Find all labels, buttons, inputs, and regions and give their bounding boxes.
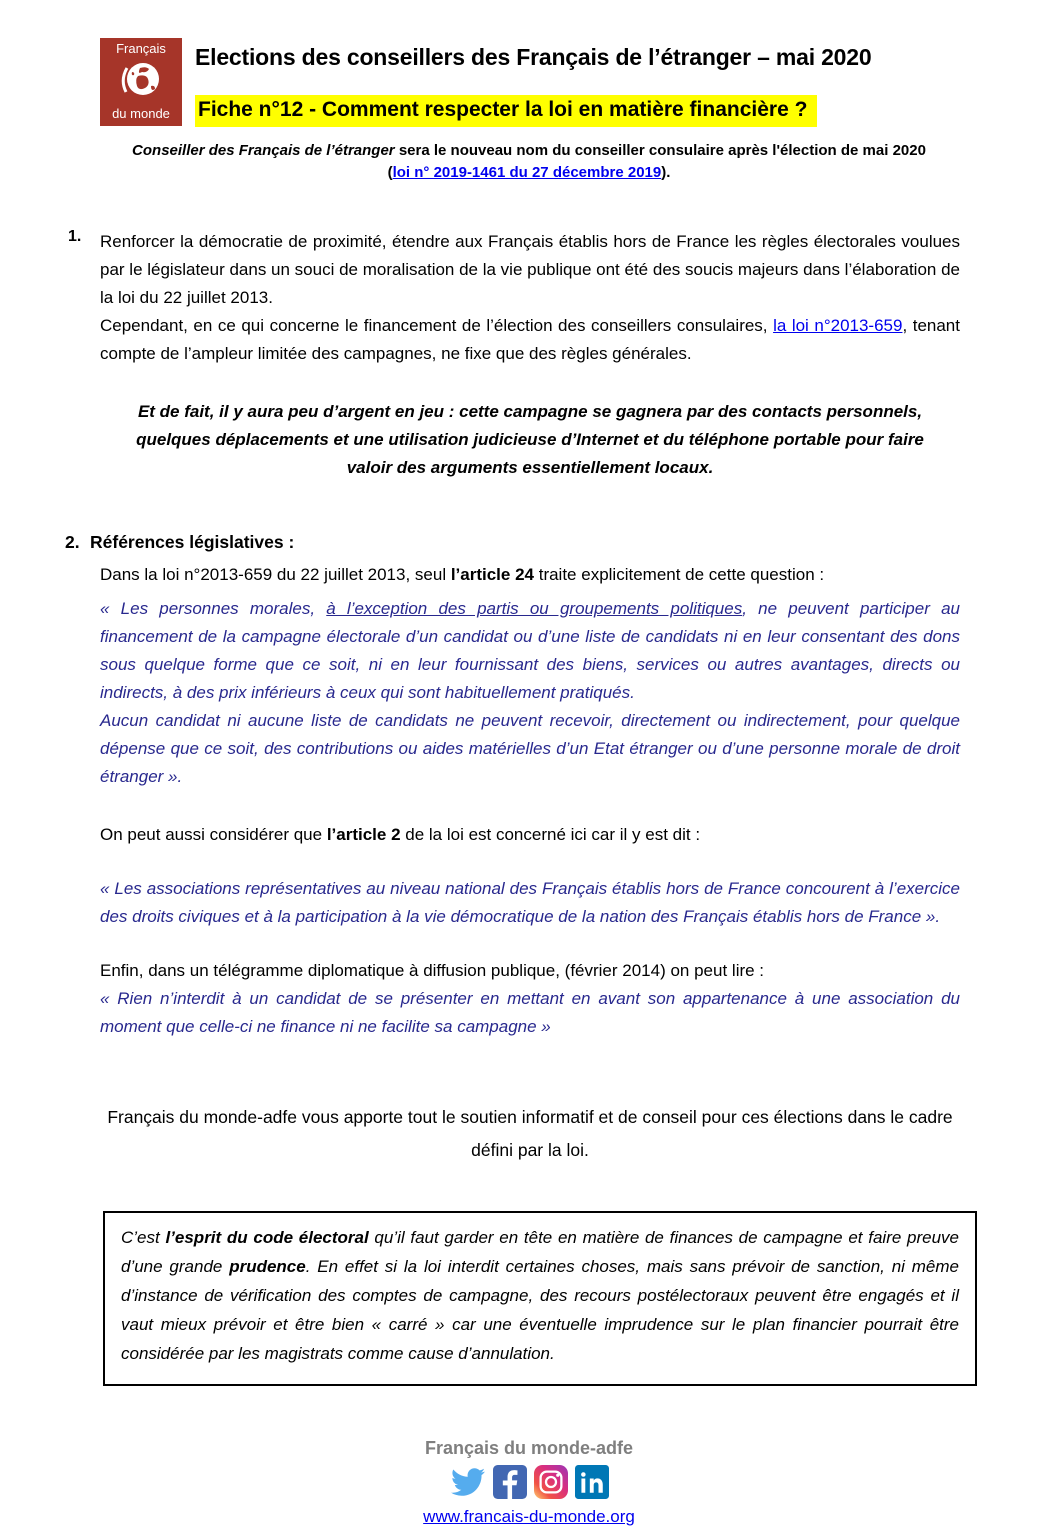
article-2-quote: « Les associations représentatives au niveau national des Français établis hors de France concourent à l’exercice des droits civiques et à la participation à la vie démocratique de la nation des Français établis hors de France ». xyxy=(100,879,960,926)
law-2013-659-link[interactable]: la loi n°2013-659 xyxy=(773,316,903,335)
globe-icon xyxy=(118,56,164,107)
logo-text-bottom: du monde xyxy=(112,106,170,121)
article-24-quote xyxy=(100,595,960,791)
support-statement: Français du monde-adfe vous apporte tout le soutien informatif et de conseil pour ces élections dans le cadre défini par la loi. xyxy=(107,1107,953,1160)
footer-link-row xyxy=(0,1507,1058,1527)
note-paren-open: ( xyxy=(387,164,393,181)
note-paren-close: ). xyxy=(661,164,671,181)
section-1 xyxy=(68,228,960,368)
website-link[interactable]: www.francais-du-monde.org xyxy=(423,1507,635,1526)
telegram-intro: Enfin, dans un télégramme diplomatique à diffusion publique, (février 2014) on peut lire : xyxy=(100,961,765,980)
section-2-heading xyxy=(65,532,960,553)
telegram-quote: « Rien n’interdit à un candidat de se présenter en mettant en avant son appartenance à une association du moment que celle-ci ne finance ni ne facilite sa campagne » xyxy=(100,989,960,1036)
article-2-bold: l’article 2 xyxy=(326,825,401,844)
prudence-bold: prudence xyxy=(229,1257,306,1276)
header-note xyxy=(0,140,1058,184)
main-content xyxy=(65,228,960,1041)
text: de la loi est concerné ici car il y est dit : xyxy=(400,825,701,844)
law-2019-1461-link[interactable]: loi n° 2019-1461 du 27 décembre 2019 xyxy=(392,164,662,181)
section-2-number: 2. xyxy=(65,532,80,552)
code-electoral-bold: l’esprit du code électoral xyxy=(165,1228,369,1247)
text: , ne peuvent participer au financement de la campagne électorale d’un candidat ou d’une liste de candidats ni en leur consentant des dons sous quelque forme que ce soit, ni en leur fournissant des biens, services ou autres avantages, directs ou indirects, à des prix inférieurs à ceux qui sont habituellement pratiqués. xyxy=(100,599,960,702)
note-italic-text: Conseiller des Français de l’étranger xyxy=(132,142,395,159)
quote-paragraph: Aucun candidat ni aucune liste de candidats ne peuvent recevoir, directement ou indirectement, pour quelque dépense que ce soit, des contributions ou aides matérielles d’un Etat étranger ou d’une personne morale de droit étranger ». xyxy=(100,711,960,786)
quote-paragraph xyxy=(100,595,960,707)
text: , tenant compte de l’ampleur limitée des campagnes, ne fixe que des règles générales. xyxy=(100,316,960,363)
notice-box xyxy=(103,1211,977,1386)
text: qu’il faut garder en tête en matière de finances de campagne et faire preuve d’une grande xyxy=(121,1228,959,1276)
social-icons xyxy=(0,1465,1058,1499)
section-2-intro xyxy=(100,561,960,589)
text: Cependant, en ce qui concerne le financement de l’élection des conseillers consulaires, xyxy=(100,316,774,335)
text: C’est xyxy=(121,1228,166,1247)
text: On peut aussi considérer que xyxy=(100,825,327,844)
instagram-icon[interactable] xyxy=(534,1465,568,1499)
section-2-title: Références législatives : xyxy=(90,532,295,552)
facebook-icon[interactable] xyxy=(493,1465,527,1499)
section-1-paragraph-1: Renforcer la démocratie de proximité, étendre aux Français établis hors de France les règles électorales voulues par le législateur dans un souci de moralisation de la vie publique ont été des soucis majeurs dans l’élaboration de la loi du 22 juillet 2013. xyxy=(100,232,960,307)
text: traite explicitement de cette question : xyxy=(534,565,825,584)
page-title: Elections des conseillers des Français de l’étranger – mai 2020 xyxy=(195,44,872,70)
logo-text-top: Français xyxy=(116,41,166,56)
note-rest-text: sera le nouveau nom du conseiller consulaire après l'élection de mai 2020 xyxy=(394,142,926,159)
text: Dans la loi n°2013-659 du 22 juillet 2013, seul xyxy=(100,565,451,584)
text: « Les personnes morales, xyxy=(100,599,327,618)
twitter-icon[interactable] xyxy=(450,1465,486,1499)
fiche-subtitle: Fiche n°12 - Comment respecter la loi en matière financière ? xyxy=(195,95,817,127)
article-2-intro xyxy=(100,821,960,849)
text: . En effet si la loi interdit certaines choses, mais sans prévoir de sanction, ni même d’instance de vérification des comptes de campagne, des recours postélectoraux peuvent être engagés et il vaut mieux prévoir et être bien « carré » car une éventuelle imprudence sur le plan financier pourrait être considérée par les magistrats comme cause d’annulation. xyxy=(121,1257,959,1363)
linkedin-icon[interactable] xyxy=(575,1465,609,1499)
emphasis-statement: Et de fait, il y aura peu d’argent en jeu : cette campagne se gagnera par des contacts personnels, quelques déplacements et une utilisation judicieuse d’Internet et du téléphone portable pour faire valoir des arguments essentiellement locaux. xyxy=(136,402,924,477)
section-1-number: 1. xyxy=(68,228,82,245)
article-24-bold: l’article 24 xyxy=(450,565,534,584)
footer xyxy=(0,1438,1058,1527)
section-1-paragraph-2 xyxy=(100,312,960,368)
francais-du-monde-logo xyxy=(100,38,182,126)
footer-org-name: Français du monde-adfe xyxy=(424,1438,634,1458)
underlined-exception-text: à l’exception des partis ou groupements politiques xyxy=(326,599,743,618)
